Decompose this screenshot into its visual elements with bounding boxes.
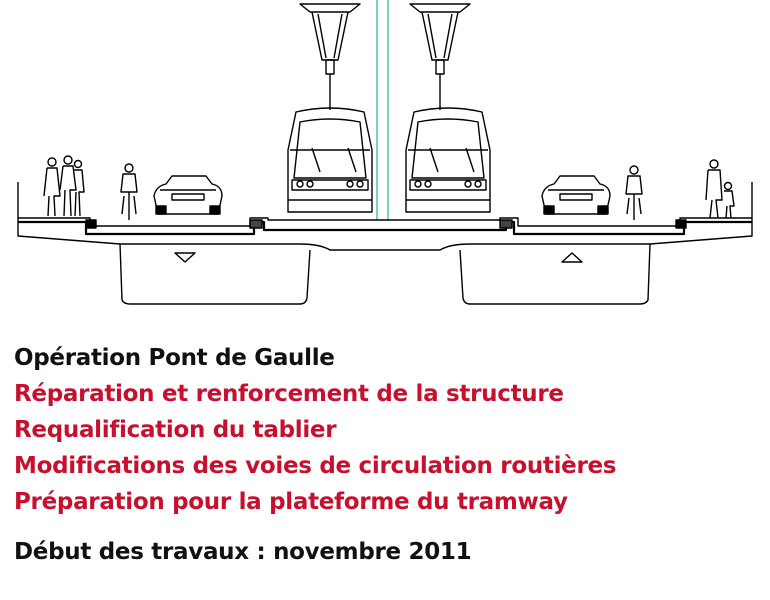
lamp-post-right [410,4,470,110]
work-item: Requalification du tablier [14,417,337,443]
project-description [14,340,770,570]
tram-left [288,108,372,212]
pedestrians-right [706,160,734,218]
work-item: Préparation pour la plateforme du tramway [14,489,568,515]
work-item: Réparation et renforcement de la structure [14,381,564,407]
pedestrians-left [44,156,84,216]
cyclist-left [121,164,137,220]
cyclist-right [626,166,642,220]
work-item: Modifications des voies de circulation routières [14,453,617,479]
left-box-girder [120,244,310,304]
operation-title: Opération Pont de Gaulle [14,345,335,371]
car-right [542,176,610,214]
start-date: Début des travaux : novembre 2011 [14,539,472,565]
center-axis-line [377,0,388,220]
car-left [154,176,222,214]
lamp-post-left [300,4,360,110]
tram-right [406,108,490,212]
right-box-girder [460,244,650,304]
